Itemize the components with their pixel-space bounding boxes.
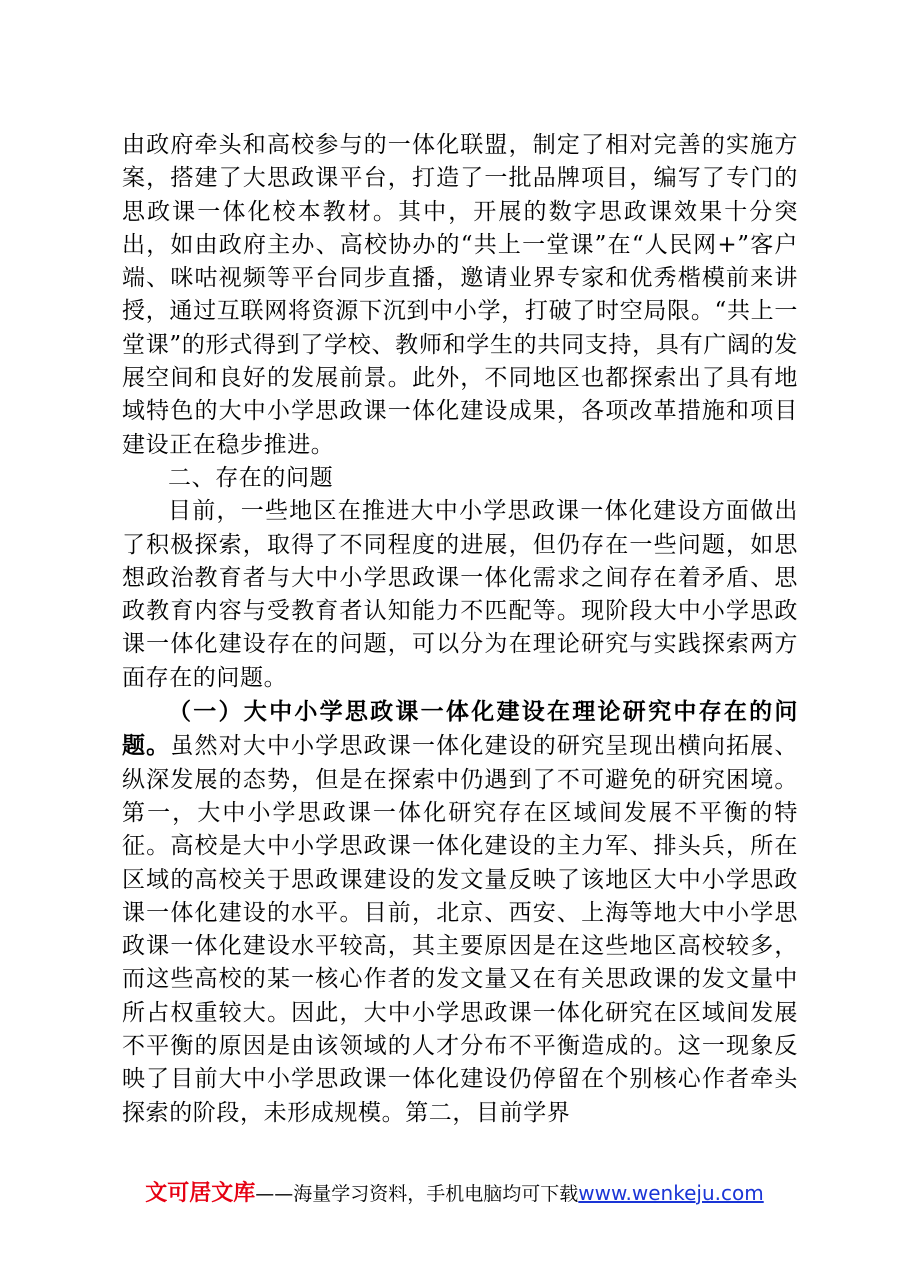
footer-tagline: ——海量学习资料，手机电脑均可下载 [255, 1183, 579, 1205]
section-heading: 二、存在的问题 [168, 464, 334, 491]
paragraph-3-text: 虽然对大中小学思政课一体化建设的研究呈现出横向拓展、纵深发展的态势，但是在探索中仍遇到了不可避免的研究困境。第一，大中小学思政课一体化研究存在区域间发展不平衡的特征。高校是大中小学思政课一体化建设的主力军、排头兵，所在区域的高校关于思政课建设的发文量反映了该地区大中小学思政课一体化建设的水平。目前，北京、西安、上海等地大中小学思政课一体化建设水平较高，其主要原因是在这些地区高校较多，而这些高校的某一核心作者的发文量又在有关思政课的发文量中所占权重较大。因此，大中小学思政课一体化研究在区域间发展不平衡的原因是由该领域的人才分布不平衡造成的。这一现象反映了目前大中小学思政课一体化建设仍停留在个别核心作者牵头探索的阶段，未形成规模。第二，目前学界 [122, 733, 798, 1126]
document-body [122, 129, 798, 1130]
paragraph-2: 目前，一些地区在推进大中小学思政课一体化建设方面做出了积极探索，取得了不同程度的进展，但仍存在一些问题，如思想政治教育者与大中小学思政课一体化需求之间存在着矛盾、思政教育内容与受教育者认知能力不匹配等。现阶段大中小学思政课一体化建设存在的问题，可以分为在理论研究与实践探索两方面存在的问题。 [122, 498, 798, 691]
footer-banner [0, 1178, 909, 1209]
paragraph-3 [122, 695, 798, 1130]
paragraph-1: 由政府牵头和高校参与的一体化联盟，制定了相对完善的实施方案，搭建了大思政课平台，打造了一批品牌项目，编写了专门的思政课一体化校本教材。其中，开展的数字思政课效果十分突出，如由政府主办、高校协办的“共上一堂课”在“人民网+”客户端、咪咕视频等平台同步直播，邀请业界专家和优秀楷模前来讲授，通过互联网将资源下沉到中小学，打破了时空局限。“共上一堂课”的形式得到了学校、教师和学生的共同支持，具有广阔的发展空间和良好的发展前景。此外，不同地区也都探索出了具有地域特色的大中小学思政课一体化建设成果，各项改革措施和项目建设正在稳步推进。 [122, 132, 798, 458]
footer-brand: 文可居文库 [145, 1181, 256, 1206]
subheading-1: （一）大中小学思政课一体化建设在理论研究中存在的问题。 [122, 698, 798, 760]
footer-url-link[interactable]: www.wenkeju.com [578, 1181, 764, 1205]
